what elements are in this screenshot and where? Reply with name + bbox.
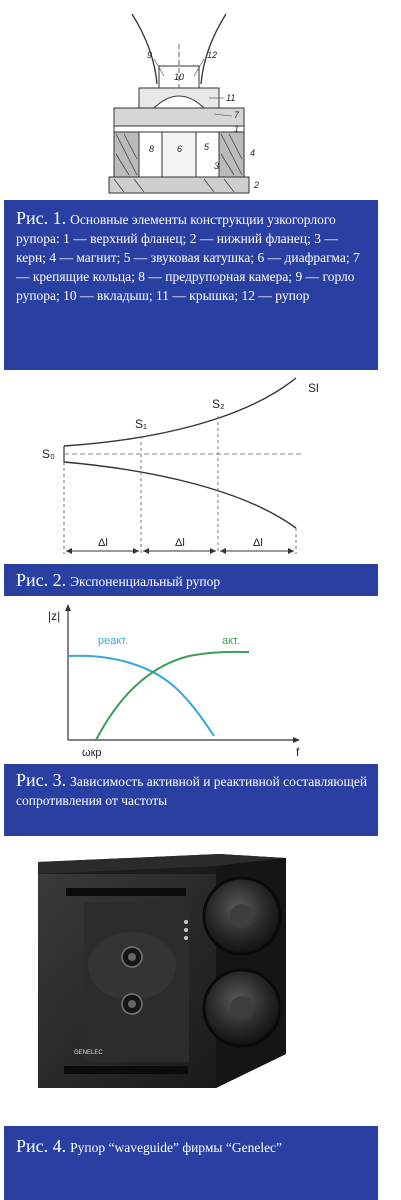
- figure-2-text: Экспоненциальный рупор: [70, 574, 221, 589]
- y-axis-label: |z|: [48, 609, 61, 623]
- callout-11: 11: [226, 93, 236, 103]
- figure-2-panel: [4, 370, 378, 564]
- figure-4-caption: [4, 1126, 378, 1200]
- figure-1-caption: [4, 200, 378, 370]
- callout-9: 9: [147, 50, 153, 60]
- figure-4-label: Рис. 4.: [16, 1136, 67, 1156]
- callout-1: 1: [234, 124, 240, 134]
- label-sl: Sl: [308, 381, 319, 395]
- driver-cross-section-drawing: [4, 4, 378, 200]
- callout-6: 6: [177, 144, 183, 154]
- callout-12: 12: [207, 50, 218, 60]
- label-dl-1: Δl: [98, 537, 108, 549]
- x-axis-label: f: [296, 745, 300, 759]
- figure-2-label: Рис. 2.: [16, 570, 67, 590]
- callout-8: 8: [149, 144, 155, 154]
- figure-3-caption: [4, 764, 378, 836]
- active-label: акт.: [222, 635, 240, 647]
- callout-10: 10: [174, 72, 185, 82]
- reactive-label: реакт.: [98, 635, 129, 647]
- label-dl-3: Δl: [253, 537, 263, 549]
- cutoff-frequency-label: ωкр: [82, 747, 102, 759]
- callout-5: 5: [204, 142, 210, 152]
- figure-1-text: Основные элементы конструкции узкогорлого рупора: 1 — верхний фланец; 2 — нижний фланец; 3 — керн; 4 — магнит; 5 — звуковая катушка; 6 — диафрагма; 7 — крепящие кольца; 8 — предрупорная камера; 9 — горло рупора; 10 — вкладыш; 11 — крышка; 12 — рупор: [16, 212, 360, 303]
- figure-4-text: Рупор “waveguide” фирмы “Genelec”: [70, 1140, 283, 1155]
- label-s0: S₀: [42, 447, 55, 461]
- figure-1-panel: [4, 4, 378, 200]
- figure-1-label: Рис. 1.: [16, 208, 67, 228]
- figure-3-text: Зависимость активной и реактивной составляющей сопротивления от частоты: [16, 774, 368, 808]
- impedance-chart: [4, 596, 378, 764]
- callout-7: 7: [234, 110, 240, 120]
- exponential-horn-diagram: [4, 370, 378, 564]
- callout-4: 4: [250, 148, 256, 158]
- label-s1: S₁: [135, 417, 148, 431]
- figure-4-panel: [4, 836, 378, 1126]
- active-curve: [96, 652, 249, 740]
- genelec-speaker-photo: [4, 836, 378, 1126]
- label-dl-2: Δl: [175, 537, 185, 549]
- reactive-curve: [68, 656, 214, 736]
- figure-3-label: Рис. 3.: [16, 770, 67, 790]
- speaker-brand-logo: GENELEC: [74, 1050, 103, 1056]
- callout-2: 2: [254, 180, 260, 190]
- figure-3-panel: [4, 596, 378, 764]
- label-s2: S₂: [212, 397, 225, 411]
- callout-3: 3: [214, 161, 220, 171]
- figure-2-caption: [4, 564, 378, 596]
